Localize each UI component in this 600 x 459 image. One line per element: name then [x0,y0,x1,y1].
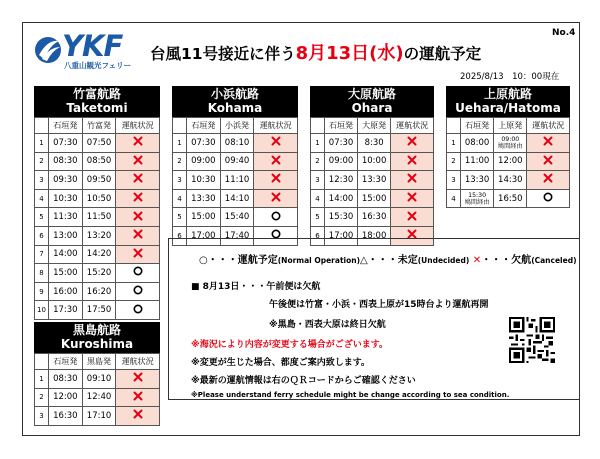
table-header-row [447,118,570,134]
table-row [35,370,160,389]
cross-icon [133,409,143,419]
note-line-7: ※Please understand ferry schedule might be change according to sea condition. [191,391,510,399]
cross-icon [133,372,143,382]
table-row [173,171,298,190]
col-no [447,118,461,134]
legend-circle: ○・・・運航予定 [199,255,278,266]
table-row [173,208,298,227]
table-row [311,152,434,171]
row-no: 1 [35,370,49,389]
row-no: 10 [35,301,49,320]
timestamp: 2025/8/13 10：00現在 [460,72,560,82]
cross-icon [407,192,417,202]
route-ohara [310,86,434,246]
dest-time: 08:10 [220,134,254,153]
table-row [447,134,570,153]
table-row [35,134,160,153]
row-no: 3 [35,171,49,190]
title-prefix: 台風11号接近に伴う [150,45,296,63]
col-status: 運航状況 [116,118,160,134]
legend-cross-icon: ✕ [472,255,482,266]
dest-time: 15:40 [220,208,254,227]
page-number: No.4 [552,28,576,38]
route-taketomi [34,86,160,320]
dest-time: 14:10 [220,189,254,208]
cross-icon [133,391,143,401]
row-no: 1 [447,134,461,153]
ykf-logo [34,29,144,73]
row-no: 1 [173,134,187,153]
cross-icon [543,136,553,146]
ishigaki-time: 13:00 [49,226,83,245]
cross-icon [407,136,417,146]
route-name-en: Taketomi [66,101,128,115]
row-no: 5 [35,208,49,227]
ishigaki-time: 16:30 [49,407,83,426]
table-row [35,301,160,320]
status-cell [391,134,434,153]
via-time: 09:00 [501,135,520,143]
ishigaki-time: 13:30 [461,171,494,190]
cross-icon [407,211,417,221]
note-line-6: ※最新の運航情報は右のＱＲコードからご確認ください [191,376,416,386]
row-no: 4 [173,189,187,208]
ishigaki-time: 17:00 [187,226,221,245]
status-cell [527,171,570,190]
cross-icon [133,173,143,183]
col-no [35,118,49,134]
table-row [35,282,160,301]
dest-time: 13:30 [358,171,391,190]
col-dest: 大原発 [358,118,391,134]
route-name-en: Kohama [207,101,263,115]
notes-box [168,238,580,400]
dest-time: 09:50 [82,171,116,190]
route-name-en: Ohara [351,101,393,115]
ishigaki-time: 11:00 [461,152,494,171]
ishigaki-time: 13:30 [187,189,221,208]
circle-icon [133,304,143,314]
ishigaki-time: 12:00 [49,388,83,407]
dest-time: 08:50 [82,152,116,171]
status-cell [254,208,298,227]
note-line-3: ※黒島・西表大原は終日欠航 [269,320,386,330]
route-header [34,322,160,353]
row-no: 3 [311,171,325,190]
route-name-en: Kuroshima [60,337,134,351]
note-line-5: ※変更が生じた場合、都度ご案内致します。 [191,358,371,368]
timetable [310,117,434,246]
timetable [172,117,298,246]
table-header-row [173,118,298,134]
status-legend [199,251,577,266]
status-cell [391,152,434,171]
row-no: 1 [35,134,49,153]
dest-time: 10:50 [82,189,116,208]
ishigaki-time: 10:30 [187,171,221,190]
status-cell [116,264,160,283]
dest-time: 11:10 [220,171,254,190]
cross-icon [543,173,553,183]
col-dest: 上原発 [494,118,527,134]
ishigaki-time: 16:00 [49,282,83,301]
ishigaki-time-via [461,189,494,208]
dest-time: 16:50 [494,189,527,208]
dest-time: 18:00 [358,226,391,245]
status-cell [116,370,160,389]
ishigaki-time: 09:00 [325,152,358,171]
table-row [35,189,160,208]
via-label: 鳩間経由 [464,198,490,206]
circle-icon [133,285,143,295]
status-cell [254,171,298,190]
logo-wordmark: YKF [62,29,123,63]
col-dest: 竹富発 [82,118,116,134]
cross-icon [543,155,553,165]
dest-time: 16:30 [358,208,391,227]
status-cell [116,226,160,245]
status-cell [116,388,160,407]
legend-triangle: △・・・未定 [360,255,418,266]
dest-time: 17:10 [82,407,116,426]
note-line-2: 午後便は竹富・小浜・西表上原が15時台より運航再開 [269,300,489,310]
dest-time: 14:20 [82,245,116,264]
table-row [173,189,298,208]
cross-icon [133,136,143,146]
dest-time: 09:40 [220,152,254,171]
title-date: 8月13日(水) [295,43,404,64]
dest-time: 11:50 [82,208,116,227]
dest-time: 07:50 [82,134,116,153]
row-no: 2 [447,152,461,171]
route-header [446,86,570,117]
via-time: 15:30 [468,191,487,199]
timetable [34,117,160,320]
row-no: 5 [311,208,325,227]
dest-time: 8:30 [358,134,391,153]
table-row [35,388,160,407]
circle-icon [543,192,553,202]
page-title [150,39,481,65]
status-cell [527,134,570,153]
route-name-ja: 大原航路 [347,87,396,101]
table-row [35,152,160,171]
status-cell [116,208,160,227]
route-kohama [172,86,298,246]
dest-time: 12:40 [82,388,116,407]
row-no: 4 [311,189,325,208]
status-cell [254,152,298,171]
ishigaki-time: 08:30 [49,370,83,389]
col-no [311,118,325,134]
qr-code-icon[interactable] [509,317,555,363]
col-dest: 小浜発 [220,118,254,134]
status-cell [527,189,570,208]
col-ishigaki: 石垣発 [325,118,358,134]
dest-time-via [494,134,527,153]
legend-triangle-en: (Undecided) [417,256,470,265]
table-row [447,189,570,208]
status-cell [527,152,570,171]
row-no: 6 [35,226,49,245]
cross-icon [271,192,281,202]
status-cell [391,189,434,208]
table-row [311,134,434,153]
dest-time: 15:00 [358,189,391,208]
col-status: 運航状況 [527,118,570,134]
dest-time: 17:40 [220,226,254,245]
table-row [35,407,160,426]
dest-time: 10:00 [358,152,391,171]
table-row [311,171,434,190]
status-cell [254,134,298,153]
ishigaki-time: 10:30 [49,189,83,208]
legend-circle-en: (Normal Operation) [277,256,361,265]
legend-cross-en: (Canceled) [531,256,577,265]
table-row [35,226,160,245]
dest-time: 09:10 [82,370,116,389]
timetable [34,353,160,426]
table-row [35,264,160,283]
status-cell [116,134,160,153]
table-row [35,208,160,227]
dest-time: 17:50 [82,301,116,320]
ishigaki-time: 14:00 [325,189,358,208]
ishigaki-time: 17:00 [325,226,358,245]
circle-icon [271,211,281,221]
col-ishigaki: 石垣発 [49,354,83,370]
row-no: 3 [35,407,49,426]
ishigaki-time: 08:00 [461,134,494,153]
cross-icon [407,173,417,183]
table-row [447,152,570,171]
row-no: 4 [35,189,49,208]
cross-icon [133,211,143,221]
route-name-ja: 竹富航路 [72,87,121,101]
ishigaki-time: 15:00 [187,208,221,227]
table-row [35,171,160,190]
note-line-4: ※海況により内容が変更する場合がございます。 [191,340,389,350]
col-no [35,354,49,370]
table-row [311,189,434,208]
table-row [35,245,160,264]
ishigaki-time: 07:30 [325,134,358,153]
note-line-1: ■ 8月13日・・・午前便は欠航 [191,282,321,292]
row-no: 3 [447,171,461,190]
ishigaki-time: 15:00 [49,264,83,283]
row-no: 2 [311,152,325,171]
table-row [173,152,298,171]
dest-time: 14:30 [494,171,527,190]
ishigaki-time: 08:30 [49,152,83,171]
cross-icon [133,192,143,202]
cross-icon [271,173,281,183]
ishigaki-time: 12:30 [325,171,358,190]
ishigaki-time: 14:00 [49,245,83,264]
row-no: 9 [35,282,49,301]
via-label: 鳩間経由 [497,142,523,150]
status-cell [391,208,434,227]
route-uehara-hatoma [446,86,570,208]
dest-time: 15:20 [82,264,116,283]
status-cell [116,152,160,171]
ishigaki-time: 07:30 [187,134,221,153]
row-no: 5 [173,208,187,227]
ishigaki-time: 09:00 [187,152,221,171]
cross-icon [407,155,417,165]
status-cell [116,407,160,426]
table-header-row [35,354,160,370]
row-no: 2 [35,152,49,171]
row-no: 2 [35,388,49,407]
status-cell [391,171,434,190]
row-no: 7 [35,245,49,264]
dest-time: 13:20 [82,226,116,245]
timetable [446,117,570,208]
col-status: 運航状況 [391,118,434,134]
status-cell [116,282,160,301]
status-cell [254,189,298,208]
row-no: 4 [447,189,461,208]
table-row [311,208,434,227]
title-suffix: の運航予定 [403,45,482,63]
col-ishigaki: 石垣発 [187,118,221,134]
col-status: 運航状況 [254,118,298,134]
route-name-ja: 黒島航路 [72,323,121,337]
ishigaki-time: 17:30 [49,301,83,320]
row-no: 6 [173,226,187,245]
route-kuroshima [34,322,160,426]
route-header [34,86,160,117]
ishigaki-time: 09:30 [49,171,83,190]
logo-subtitle: 八重山観光フェリー [64,61,132,70]
row-no: 6 [311,226,325,245]
table-header-row [35,118,160,134]
dest-time: 12:00 [494,152,527,171]
col-dest: 黒島発 [82,354,116,370]
cross-icon [271,136,281,146]
row-no: 1 [311,134,325,153]
col-no [173,118,187,134]
route-name-en: Uehara/Hatoma [455,101,561,115]
table-header-row [311,118,434,134]
route-name-ja: 上原航路 [483,87,532,101]
row-no: 3 [173,171,187,190]
legend-cross: ・・・欠航 [481,255,532,266]
table-row [173,134,298,153]
ishigaki-time: 11:30 [49,208,83,227]
status-cell [116,171,160,190]
col-status: 運航状況 [116,354,160,370]
cross-icon [133,155,143,165]
route-header [172,86,298,117]
route-header [310,86,434,117]
col-ishigaki: 石垣発 [461,118,494,134]
status-cell [116,245,160,264]
row-no: 8 [35,264,49,283]
cross-icon [133,229,143,239]
ishigaki-time: 15:30 [325,208,358,227]
cross-icon [133,248,143,258]
row-no: 2 [173,152,187,171]
circle-icon [133,266,143,276]
wing-logo-icon [34,33,62,67]
ishigaki-time: 07:30 [49,134,83,153]
cross-icon [271,155,281,165]
status-cell [116,301,160,320]
table-row [447,171,570,190]
col-ishigaki: 石垣発 [49,118,83,134]
dest-time: 16:20 [82,282,116,301]
status-cell [116,189,160,208]
route-name-ja: 小浜航路 [210,87,259,101]
